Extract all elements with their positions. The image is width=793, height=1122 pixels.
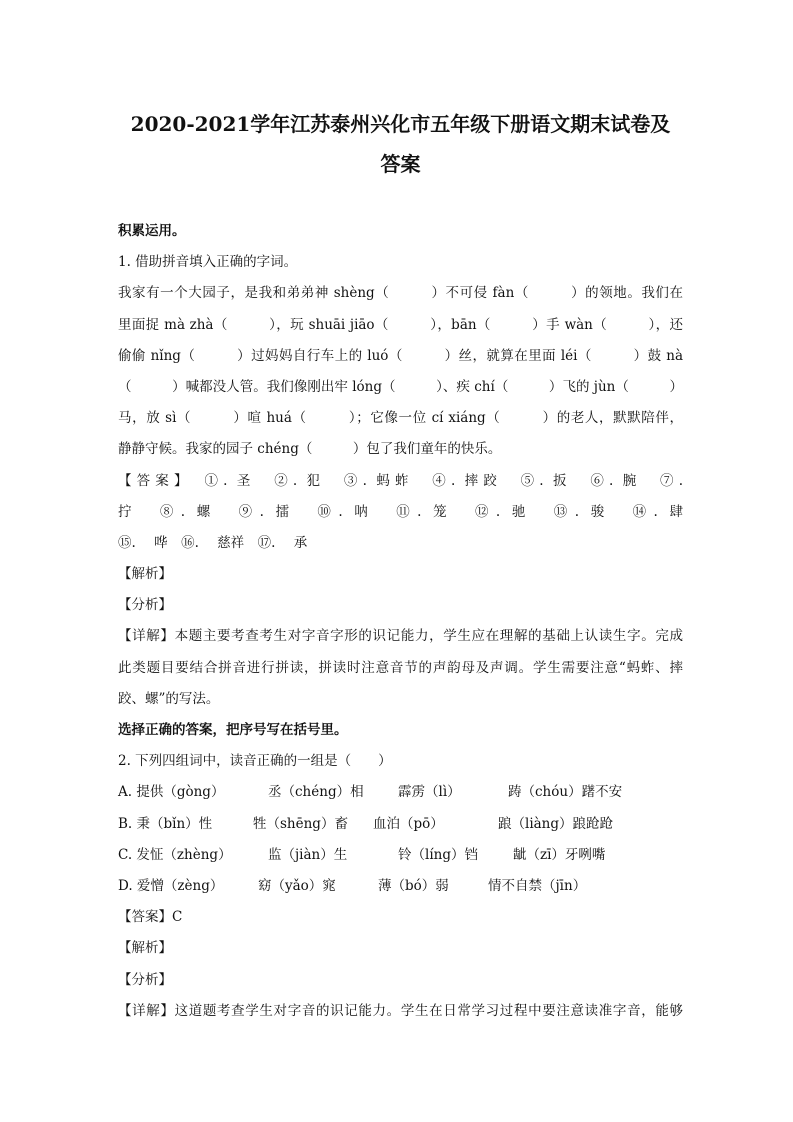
section-heading: 选择正确的答案，把序号写在括号里。 xyxy=(118,722,348,738)
answer-line: 拧 ⑧. 螺 ⑨. 擂 ⑩. 呐 ⑪. 笼 ⑫. 驰 ⑬. 骏 ⑭. 肆 xyxy=(118,503,683,520)
option-item: 窈（yǎo）窕 xyxy=(258,877,336,894)
option-item: 踉（liàng）踉跄跄 xyxy=(498,815,614,832)
answer-line: 【答案】 ①. 圣 ②. 犯 ③. 蚂蚱 ④. 摔跤 ⑤. 扳 ⑥. 腕 ⑦. xyxy=(118,472,683,489)
option-row xyxy=(118,871,683,902)
option-item: B. 秉（bǐn）性 xyxy=(118,815,213,832)
title-line: 2020-2021学年江苏泰州兴化市五年级下册语文期末试卷及 xyxy=(130,112,671,136)
document-body xyxy=(118,216,683,1027)
option-item: D. 爱憎（zèng） xyxy=(118,877,224,894)
passage-line: 马，放 sì（ ）喧 huá（ ）；它像一位 cí xiáng（ ）的老人，默默陪伴， xyxy=(118,410,683,427)
option-item: 踌（chóu）躇不安 xyxy=(508,784,623,801)
option-item: 龇（zī）牙咧嘴 xyxy=(513,846,606,863)
passage-line: 里面捉 mà zhà（ ），玩 shuāi jiāo（ ），bān（ ）手 wàn（ ），还 xyxy=(118,316,683,333)
document-title xyxy=(118,104,683,184)
fenxi-label: 【分析】 xyxy=(118,597,172,614)
analysis-label: 【解析】 xyxy=(118,566,172,583)
passage-line: 静静守候。我家的园子 chéng（ ）包了我们童年的快乐。 xyxy=(118,441,502,458)
question-stem: 1. 借助拼音填入正确的字词。 xyxy=(118,254,298,271)
option-item: 血泊（pō） xyxy=(373,815,444,832)
option-item: 霹雳（lì） xyxy=(398,784,461,801)
detail-line: 【详解】本题主要考查考生对字音字形的识记能力，学生应在理解的基础上认读生字。完成 xyxy=(118,628,683,645)
option-row xyxy=(118,840,683,871)
detail-line: 【详解】这道题考查学生对字音的识记能力。学生在日常学习过程中要注意读准字音，能够 xyxy=(118,1002,683,1019)
option-item: 丞（chéng）相 xyxy=(268,784,364,801)
option-item: 监（jiàn）生 xyxy=(268,846,348,863)
passage-line: （ ）喊都没人管。我们像刚出牢 lóng（ ）、疾 chí（ ）飞的 jùn（ ） xyxy=(118,378,683,395)
option-item: A. 提供（gòng） xyxy=(118,784,225,801)
answer-line: 【答案】C xyxy=(118,909,183,926)
analysis-label: 【解析】 xyxy=(118,940,172,957)
option-row xyxy=(118,777,683,808)
passage-line: 我家有一个大园子，是我和弟弟神 shèng（ ）不可侵 fàn（ ）的领地。我们在 xyxy=(118,285,683,302)
option-item: 牲（shēng）畜 xyxy=(253,815,348,832)
option-item: C. 发怔（zhèng） xyxy=(118,846,232,863)
option-item: 铃（líng）铛 xyxy=(398,846,478,863)
option-row xyxy=(118,809,683,840)
title-line: 答案 xyxy=(380,152,421,176)
passage-line: 偷偷 nǐng（ ）过妈妈自行车上的 luó（ ）丝，就算在里面 léi（ ）鼓 nà xyxy=(118,347,683,364)
fenxi-label: 【分析】 xyxy=(118,971,172,988)
option-item: 薄（bó）弱 xyxy=(378,877,449,894)
detail-line: 此类题目要结合拼音进行拼读，拼读时注意音节的声韵母及声调。学生需要注意“蚂蚱、摔 xyxy=(118,659,683,676)
question-stem: 2. 下列四组词中，读音正确的一组是（ ） xyxy=(118,753,392,770)
option-item: 情不自禁（jīn） xyxy=(488,877,587,894)
answer-line: ⑮. 哗 ⑯. 慈祥 ⑰. 承 xyxy=(118,534,308,551)
section-heading: 积累运用。 xyxy=(118,223,186,239)
detail-line: 跤、螺”的写法。 xyxy=(118,690,220,707)
